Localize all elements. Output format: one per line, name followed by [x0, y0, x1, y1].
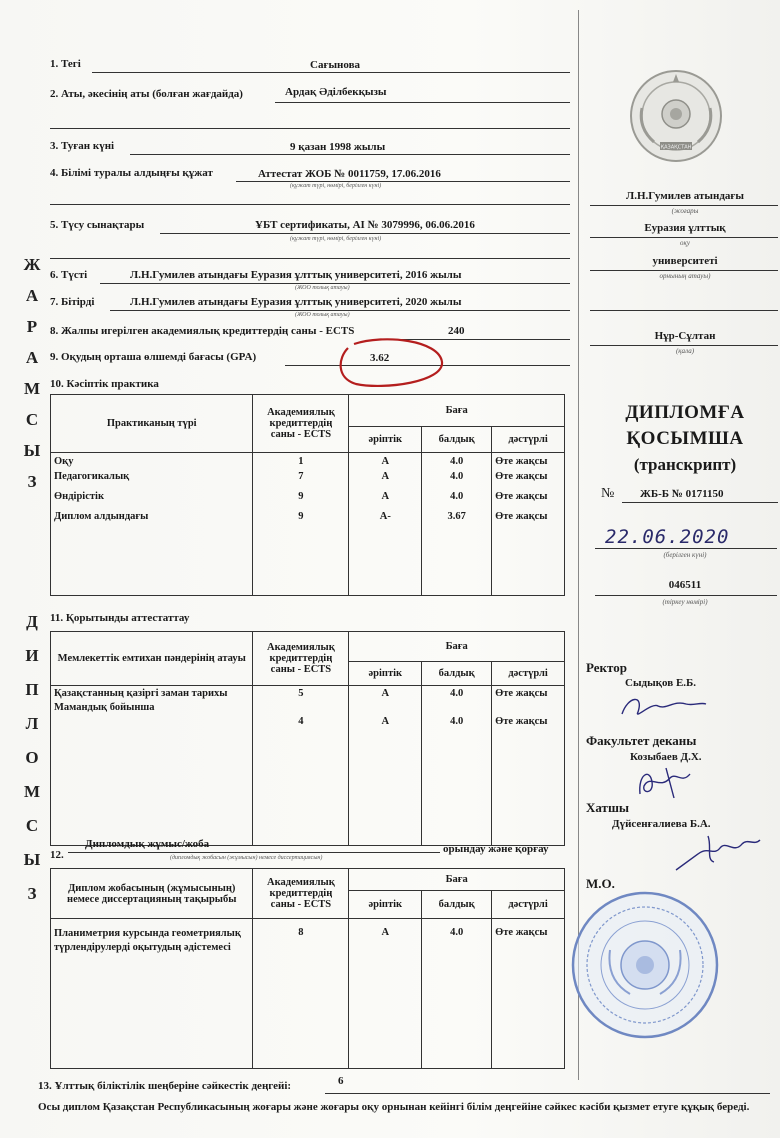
footer-note: Осы диплом Қазақстан Республикасының жоғары және жоғары оқу орнынан кейінгі білім деңгейіне сәйкес кәсіби қызмет етуге құқық береді.	[38, 1101, 750, 1113]
entrance-value: ҰБТ сертификаты, АІ № 3079996, 06.06.2016	[255, 219, 475, 231]
vertical-letter: Л	[25, 714, 39, 733]
attestation-col-trad: дәстүрлі	[492, 662, 565, 686]
vertical-letter: З	[27, 472, 37, 491]
secretary-label: Хатшы	[586, 800, 630, 815]
thesis-col-trad: дәстүрлі	[492, 891, 565, 919]
point-grade: 4.0	[450, 491, 464, 502]
table-row: Оқу	[54, 456, 74, 467]
point-grade: 4.0	[450, 716, 464, 727]
vertical-letter: А	[25, 286, 39, 305]
trad-grade: Өте жақсы	[495, 688, 548, 699]
dean-name: Козыбаев Д.Х.	[630, 751, 702, 763]
university-cap1: (жоғары	[671, 207, 699, 215]
credit-value: 7	[298, 471, 304, 482]
name-label: 2. Аты, әкесінің аты (болған жағдайда)	[50, 88, 243, 100]
trad-grade: Өте жақсы	[495, 491, 548, 502]
practice-col-type: Практиканың түрі	[51, 395, 253, 453]
vertical-letter: Д	[26, 612, 38, 631]
seal-label: М.О.	[586, 876, 615, 891]
transcript-number: ЖБ-Б № 0171150	[640, 488, 724, 500]
practice-credits-cell	[253, 453, 349, 596]
university-line2: Еуразия ұлттық	[644, 222, 726, 234]
doc-title-line3: (транскрипт)	[633, 455, 737, 474]
thesis-col-credits: Академиялық кредиттердің саны - ECTS	[253, 869, 349, 919]
credits-value: 240	[448, 325, 465, 337]
thesis-value: Дипломдық жұмыс/жоба	[85, 838, 210, 850]
secretary-signature-icon	[668, 826, 763, 874]
vertical-letter: О	[25, 748, 39, 767]
rector-label: Ректор	[586, 660, 627, 675]
vertical-letter: С	[25, 816, 39, 835]
university-line1: Л.Н.Гумилев атындағы	[626, 190, 744, 202]
thesis-topic-cell: Планиметрия курсында геометриялық түрлендірулерді оқытудың әдістемесі	[51, 919, 253, 1069]
credit-value: 9	[298, 491, 304, 502]
thesis-col-grade: Баға	[349, 869, 565, 891]
attestation-points-cell	[422, 686, 492, 846]
rector-signature-icon	[618, 692, 708, 722]
vertical-letter: Ы	[23, 441, 41, 460]
thesis-num: 12.	[50, 849, 64, 861]
thesis-col-points: балдық	[422, 891, 492, 919]
thesis-table	[50, 868, 565, 1069]
enrolled-label: 6. Түсті	[50, 269, 88, 281]
table-row: Мамандық бойынша	[54, 702, 155, 713]
name-value: Ардақ Әділбекқызы	[285, 86, 387, 98]
enrolled-value: Л.Н.Гумилев атындағы Еуразия ұлттық университеті, 2016 жылы	[130, 269, 462, 281]
attestation-title: 11. Қорытынды аттестаттау	[50, 612, 190, 624]
attestation-col-letter: әріптік	[349, 662, 422, 686]
issue-date-caption: (берілген күні)	[663, 551, 707, 559]
number-sign: №	[601, 486, 615, 501]
prev-doc-caption: (құжат түрі, нөмірі, берілген күні)	[290, 183, 382, 189]
credits-label: 8. Жалпы игерілген академиялық кредиттердің саны - ECTS	[50, 325, 355, 337]
gpa-label: 9. Оқудың орташа өлшемді бағасы (GPA)	[50, 351, 257, 363]
trad-grade: Өте жақсы	[495, 471, 548, 482]
point-grade: 4.0	[450, 456, 464, 467]
thesis-trad-cell: Өте жақсы	[492, 919, 565, 1069]
table-row: Диплом алдындағы	[54, 511, 149, 522]
trad-grade: Өте жақсы	[495, 456, 548, 467]
prev-doc-label: 4. Білімі туралы алдыңғы құжат	[50, 167, 213, 179]
letter-grade: A	[381, 716, 390, 727]
trad-grade: Өте жақсы	[495, 716, 548, 727]
city-caption: (қала)	[675, 347, 695, 355]
thesis-credits-cell: 8	[253, 919, 349, 1069]
vertical-letter: Ы	[23, 850, 41, 869]
city-value: Нұр-Сұлтан	[654, 330, 716, 342]
nqf-label: 13. Ұлттық біліктілік шеңберіне сәйкестік деңгейі:	[38, 1080, 292, 1092]
letter-grade: A	[381, 471, 390, 482]
registration-caption: (тіркеу нөмірі)	[662, 598, 708, 606]
thesis-col-topic: Диплом жобасының (жұмысының) немесе диссертацияның тақырыбы	[51, 869, 253, 919]
graduated-caption: (ЖОО толық атауы)	[295, 312, 350, 318]
vertical-letter: З	[27, 884, 37, 903]
letter-grade: A	[381, 688, 390, 699]
attestation-letter-cell	[349, 686, 422, 846]
entrance-caption: (құжат түрі, нөмірі, берілген күні)	[290, 236, 382, 242]
surname-label: 1. Тегі	[50, 58, 81, 70]
graduated-label: 7. Бітірді	[50, 296, 95, 308]
practice-points-cell	[422, 453, 492, 596]
vertical-letter: С	[25, 410, 39, 429]
registration-number: 046511	[668, 579, 702, 591]
secretary-name: Дүйсенғалиева Б.А.	[612, 818, 711, 830]
vertical-text-bottom	[22, 612, 42, 902]
practice-title: 10. Кәсіптік практика	[50, 378, 159, 390]
surname-value: Сағынова	[310, 59, 361, 71]
vertical-letter: М	[23, 379, 41, 398]
issue-date: 22.06.2020	[605, 526, 730, 548]
credit-value: 9	[298, 511, 304, 522]
table-row: Педагогикалық	[54, 471, 130, 482]
attestation-table	[50, 631, 565, 846]
letter-grade: A-	[379, 511, 391, 522]
attestation-names-cell	[51, 686, 253, 846]
vertical-letter: М	[23, 782, 41, 801]
vertical-letter: П	[25, 680, 39, 699]
point-grade: 3.67	[447, 511, 466, 522]
graduated-value: Л.Н.Гумилев атындағы Еуразия ұлттық университеті, 2020 жылы	[130, 296, 462, 308]
trad-grade: Өте жақсы	[495, 511, 548, 522]
practice-col-letter: әріптік	[349, 427, 422, 453]
table-row: Қазақстанның қазіргі заман тарихы	[54, 688, 228, 699]
gpa-value: 3.62	[370, 352, 390, 364]
nqf-value: 6	[338, 1075, 344, 1087]
letter-grade: A	[381, 456, 390, 467]
doc-title-line2: ҚОСЫМША	[626, 428, 744, 449]
thesis-col-letter: әріптік	[349, 891, 422, 919]
practice-col-credits: Академиялық кредиттердің саны - ECTS	[253, 395, 349, 453]
practice-names-cell	[51, 453, 253, 596]
thesis-caption: (дипломдық жобасын (жұмысын) немесе диссертациясын)	[170, 855, 323, 861]
attestation-col-credits: Академиялық кредиттердің саны - ECTS	[253, 632, 349, 686]
thesis-points-cell: 4.0	[422, 919, 492, 1069]
attestation-credits-cell	[253, 686, 349, 846]
university-cap3: орнының атауы)	[659, 272, 711, 280]
emblem-caption: ҚАЗАҚСТАН	[660, 144, 692, 151]
vertical-text-top	[22, 255, 42, 515]
university-cap2: оқу	[680, 239, 690, 247]
table-row: Өндірістік	[54, 491, 104, 502]
point-grade: 4.0	[450, 688, 464, 699]
practice-letter-cell	[349, 453, 422, 596]
enrolled-caption: (ЖОО толық атауы)	[295, 285, 350, 291]
state-emblem-icon	[628, 68, 724, 164]
birthdate-label: 3. Туған күні	[50, 140, 115, 152]
vertical-letter: А	[25, 348, 39, 367]
dean-signature-icon	[630, 764, 700, 800]
official-seal-icon	[570, 890, 720, 1040]
letter-grade: A	[381, 491, 390, 502]
thesis-suffix: орындау және қорғау	[443, 843, 549, 855]
practice-col-trad: дәстүрлі	[492, 427, 565, 453]
vertical-letter: И	[25, 646, 39, 665]
vertical-letter: Р	[26, 317, 38, 336]
dean-label: Факультет деканы	[586, 733, 697, 748]
attestation-col-name: Мемлекеттік емтихан пәндерінің атауы	[51, 632, 253, 686]
practice-col-grade: Баға	[349, 395, 565, 427]
practice-table	[50, 394, 565, 596]
vertical-letter: Ж	[23, 255, 41, 274]
point-grade: 4.0	[450, 471, 464, 482]
thesis-letter-cell: A	[349, 919, 422, 1069]
practice-trad-cell	[492, 453, 565, 596]
attestation-col-grade: Баға	[349, 632, 565, 662]
prev-doc-value: Аттестат ЖОБ № 0011759, 17.06.2016	[258, 168, 441, 180]
gpa-circle-mark	[334, 336, 449, 392]
rector-name: Сыдықов Е.Б.	[625, 677, 697, 689]
attestation-trad-cell	[492, 686, 565, 846]
practice-col-points: балдық	[422, 427, 492, 453]
credit-value: 4	[298, 716, 304, 727]
attestation-col-points: балдық	[422, 662, 492, 686]
doc-title-line1: ДИПЛОМҒА	[625, 402, 745, 423]
credit-value: 5	[298, 688, 304, 699]
entrance-label: 5. Түсу сынақтары	[50, 219, 145, 231]
university-line3: университеті	[652, 255, 718, 267]
birthdate-value: 9 қазан 1998 жылы	[290, 141, 386, 153]
credit-value: 1	[298, 456, 304, 467]
